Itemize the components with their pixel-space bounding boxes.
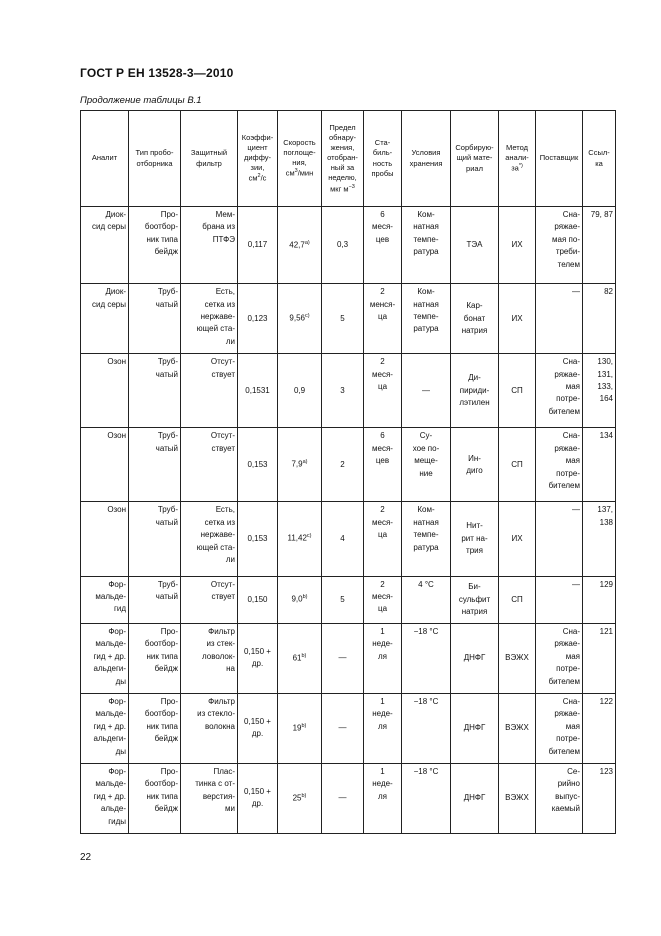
- cell-filter: Есть, сетка из нержаве- ющей ста- ли: [181, 284, 238, 354]
- cell-stability: 1 неде- ля: [364, 693, 402, 763]
- cell-analyte: Фор- мальде- гид + др. альдеги- ды: [81, 693, 129, 763]
- cell-ref: 82: [583, 284, 616, 354]
- cell-coef: 0,1531: [238, 354, 278, 428]
- cell-ref: 121: [583, 623, 616, 693]
- cell-sampler: Про- боотбор- ник типа бейдж: [129, 207, 181, 284]
- cell-sampler: Про- боотбор- ник типа бейдж: [129, 623, 181, 693]
- footnote-marker: b): [301, 792, 307, 799]
- cell-rate: 11,42$^{c)}$: [278, 502, 322, 576]
- cell-stability: 2 меся- ца: [364, 354, 402, 428]
- cell-sorbent: ТЭА: [451, 207, 499, 284]
- col-header-coef: Коэффи- циент диффу- зии, $см^2/с$: [238, 111, 278, 207]
- cell-sampler: Труб- чатый: [129, 284, 181, 354]
- cell-filter: Есть, сетка из нержаве- ющей ста- ли: [181, 502, 238, 576]
- cell-rate: 7,9$^{a)}$: [278, 428, 322, 502]
- table-row: [81, 354, 616, 428]
- cell-coef: 0,150 + др.: [238, 693, 278, 763]
- table-row: [81, 693, 616, 763]
- cell-coef: 0,153: [238, 428, 278, 502]
- cell-sorbent: Ди- пириди- лэтилен: [451, 354, 499, 428]
- cell-stability: 2 меся- ца: [364, 576, 402, 623]
- cell-coef: 0,153: [238, 502, 278, 576]
- cell-analyte: Озон: [81, 354, 129, 428]
- cell-sorbent: ДНФГ: [451, 693, 499, 763]
- cell-limit: 2: [322, 428, 364, 502]
- cell-stability: 6 меся- цев: [364, 428, 402, 502]
- col-header-sorbent: Сорбирую- щий мате- риал: [451, 111, 499, 207]
- cell-storage: −18 °С: [402, 693, 451, 763]
- col-header-rate: Скорость поглоще- ния, $см^3$/мин: [278, 111, 322, 207]
- cell-sorbent: ДНФГ: [451, 623, 499, 693]
- cell-method: ВЭЖХ: [499, 623, 536, 693]
- cell-analyte: Фор- мальде- гид + др. альдеги- ды: [81, 623, 129, 693]
- cell-ref: 130, 131, 133, 164: [583, 354, 616, 428]
- cell-rate: 19$^{b)}$: [278, 693, 322, 763]
- cell-ref: 123: [583, 763, 616, 833]
- cell-supplier: Сна- ряжае- мая потре- бителем: [536, 693, 583, 763]
- cell-supplier: Сна- ряжае- мая потре- бителем: [536, 354, 583, 428]
- cell-supplier: Сна- ряжае- мая потре- бителем: [536, 623, 583, 693]
- page-number: 22: [80, 852, 92, 863]
- cell-sampler: Про- боотбор- ник типа бейдж: [129, 763, 181, 833]
- table-row: [81, 763, 616, 833]
- cell-storage: 4 °С: [402, 576, 451, 623]
- cell-limit: —: [322, 623, 364, 693]
- cell-method: ИХ: [499, 502, 536, 576]
- cell-method: ВЭЖХ: [499, 693, 536, 763]
- col-header-ref: Ссыл- ка: [583, 111, 616, 207]
- cell-method: ВЭЖХ: [499, 763, 536, 833]
- cell-limit: 5: [322, 576, 364, 623]
- col-header-limit: Предел обнару- жения, отобран- ный за неделю, мкг $м^{-3}$: [322, 111, 364, 207]
- cell-method: СП: [499, 354, 536, 428]
- cell-filter: Мем- брана из ПТФЭ: [181, 207, 238, 284]
- document-title: ГОСТ Р ЕН 13528-3—2010: [80, 66, 234, 80]
- cell-filter: Отсут- ствует: [181, 354, 238, 428]
- cell-rate: 9,56$^{c)}$: [278, 284, 322, 354]
- cell-sampler: Труб- чатый: [129, 502, 181, 576]
- cell-analyte: Озон: [81, 428, 129, 502]
- cell-coef: 0,150 + др.: [238, 763, 278, 833]
- footnote-marker: b): [301, 722, 307, 729]
- table-row: [81, 502, 616, 576]
- cell-limit: —: [322, 693, 364, 763]
- cell-storage: Ком- натная темпе- ратура: [402, 207, 451, 284]
- col-header-stability: Ста- биль- ность пробы: [364, 111, 402, 207]
- footnote-marker: c): [306, 533, 312, 540]
- cell-limit: 4: [322, 502, 364, 576]
- cell-analyte: Фор- мальде- гид: [81, 576, 129, 623]
- table-row: [81, 284, 616, 354]
- table-caption: Продолжение таблицы В.1: [80, 95, 202, 106]
- table-row: [81, 207, 616, 284]
- cell-ref: 129: [583, 576, 616, 623]
- footnote-marker: a): [302, 459, 308, 466]
- cell-analyte: Диок- сид серы: [81, 284, 129, 354]
- cell-supplier: —: [536, 502, 583, 576]
- cell-rate: 25$^{b)}$: [278, 763, 322, 833]
- footnote-marker: c): [304, 313, 310, 320]
- cell-sampler: Труб- чатый: [129, 576, 181, 623]
- cell-sorbent: Нит- рит на- трия: [451, 502, 499, 576]
- cell-ref: 79, 87: [583, 207, 616, 284]
- cell-coef: 0,150 + др.: [238, 623, 278, 693]
- cell-sorbent: ДНФГ: [451, 763, 499, 833]
- col-header-sampler: Тип пробо- отборника: [129, 111, 181, 207]
- cell-filter: Отсут- ствует: [181, 428, 238, 502]
- cell-method: СП: [499, 576, 536, 623]
- cell-limit: 0,3: [322, 207, 364, 284]
- cell-storage: −18 °С: [402, 623, 451, 693]
- footnote-marker: a): [304, 239, 310, 246]
- cell-analyte: Озон: [81, 502, 129, 576]
- cell-stability: 2 менся- ца: [364, 284, 402, 354]
- cell-limit: 3: [322, 354, 364, 428]
- cell-stability: 1 неде- ля: [364, 763, 402, 833]
- cell-rate: 42,7$^{a)}$: [278, 207, 322, 284]
- header-row: [81, 111, 616, 207]
- cell-filter: Фильтр из стек- ловолок- на: [181, 623, 238, 693]
- cell-storage: Ком- натная темпе- ратура: [402, 284, 451, 354]
- cell-coef: 0,123: [238, 284, 278, 354]
- cell-rate: 0,9: [278, 354, 322, 428]
- cell-storage: —: [402, 354, 451, 428]
- cell-coef: 0,117: [238, 207, 278, 284]
- cell-sorbent: Би- сульфит натрия: [451, 576, 499, 623]
- col-header-supplier: Поставщик: [536, 111, 583, 207]
- cell-coef: 0,150: [238, 576, 278, 623]
- cell-filter: Отсут- ствует: [181, 576, 238, 623]
- cell-supplier: Се- рийно выпус- каемый: [536, 763, 583, 833]
- cell-supplier: Сна- ряжае- мая по- треби- телем: [536, 207, 583, 284]
- cell-sorbent: Кар- бонат натрия: [451, 284, 499, 354]
- cell-stability: 1 неде- ля: [364, 623, 402, 693]
- cell-storage: Ком- натная темпе- ратура: [402, 502, 451, 576]
- col-header-method: Метод анали- за*): [499, 111, 536, 207]
- cell-ref: 137, 138: [583, 502, 616, 576]
- cell-limit: —: [322, 763, 364, 833]
- table-row: [81, 623, 616, 693]
- footnote-marker: b): [301, 652, 307, 659]
- cell-sampler: Труб- чатый: [129, 428, 181, 502]
- cell-analyte: Фор- мальде- гид + др. альде- гиды: [81, 763, 129, 833]
- cell-supplier: Сна- ряжае- мая потре- бителем: [536, 428, 583, 502]
- cell-ref: 122: [583, 693, 616, 763]
- cell-stability: 2 меся- ца: [364, 502, 402, 576]
- cell-supplier: —: [536, 576, 583, 623]
- cell-limit: 5: [322, 284, 364, 354]
- col-header-filter: Защитный фильтр: [181, 111, 238, 207]
- cell-supplier: —: [536, 284, 583, 354]
- col-header-storage: Условия хранения: [402, 111, 451, 207]
- cell-filter: Фильтр из стекло- волокна: [181, 693, 238, 763]
- cell-filter: Плас- тинка с от- верстия- ми: [181, 763, 238, 833]
- cell-stability: 6 меся- цев: [364, 207, 402, 284]
- cell-rate: 61$^{b)}$: [278, 623, 322, 693]
- col-header-analyte: Аналит: [81, 111, 129, 207]
- data-table: [80, 110, 616, 834]
- table-row: [81, 428, 616, 502]
- cell-rate: 9,0$^{b)}$: [278, 576, 322, 623]
- cell-sampler: Труб- чатый: [129, 354, 181, 428]
- cell-ref: 134: [583, 428, 616, 502]
- footnote-marker: b): [302, 594, 308, 601]
- cell-analyte: Диок- сид серы: [81, 207, 129, 284]
- cell-method: ИХ: [499, 207, 536, 284]
- table-row: [81, 576, 616, 623]
- cell-storage: Су- хое по- меще- ние: [402, 428, 451, 502]
- cell-storage: −18 °С: [402, 763, 451, 833]
- cell-method: ИХ: [499, 284, 536, 354]
- cell-sorbent: Ин- диго: [451, 428, 499, 502]
- cell-method: СП: [499, 428, 536, 502]
- cell-sampler: Про- боотбор- ник типа бейдж: [129, 693, 181, 763]
